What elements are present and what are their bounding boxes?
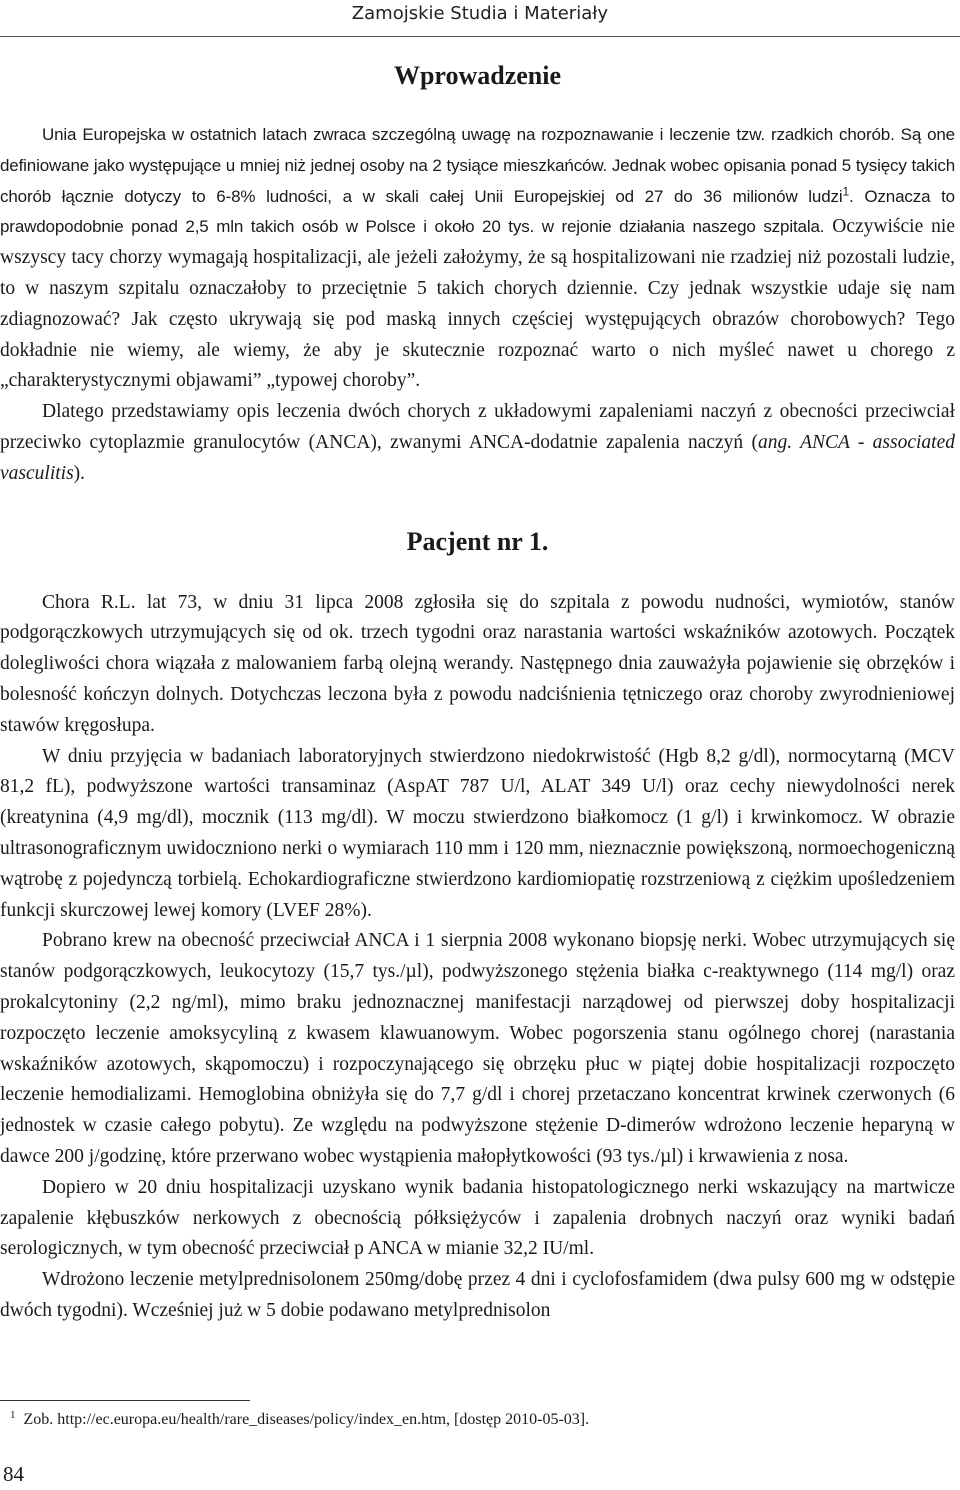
patient-paragraph-3: Pobrano krew na obecność przeciwciał ANCA i 1 sierpnia 2008 wykonano biopsję nerki. Wobec utrzymujących się stanów podgorączkowych, leukocytozy (15,7 tys./µl), podwyższonego stężenia białka c-reaktywnego (114 mg/l) oraz prokalcytoniny (2,2 ng/ml), mimo braku jednoznacznej manifestacji narządowej od pierwszej doby hospitalizacji rozpoczęto leczenie amoksycyliną z kwasem klawuanowym. Wobec pogorszenia stanu ogólnego chorej (narastania wskaźników azotowych, skąpomoczu) i rozpoczynającego się obrzęku płuc w piątej dobie hospitalizacji rozpoczęto leczenie hemodializami. Hemoglobina obniżyła się do 7,7 g/dl i chorej przetaczano koncentrat krwinek czerwonych (6 jednostek w czasie całego pobytu). Ze względu na podwyższone stężenie D-dimerów wdrożono leczenie heparyną w dawce 200 j/godzinę, które przerwano wobec wystąpienia małopłytkowości (93 tys./µl) i krwawienia z nosa. <box>0 930 955 1167</box>
patient-paragraph-2: W dniu przyjęcia w badaniach laboratoryjnych stwierdzono niedokrwistość (Hgb 8,2 g/dl), normocytarną (MCV 81,2 fL), podwyższone wartości transaminaz (AspAT 787 U/l, ALAT 349 U/l) oraz cechy niewydolności nerek (kreatynina (4,9 mg/dl), mocznik (113 mg/dl). W moczu stwierdzono białkomocz (1 g/l) i krwinkomocz. W obrazie ultrasonograficznym uwidoczniono nerki o wymiarach 110 mm i 120 mm, nieznacznie powiększoną, normoechogeniczną wątrobę z pojedynczą torbielą. Echokardiograficzne stwierdzono kardiomiopatię rozstrzeniową z ciężkim upośledzeniem funkcji skurczowej lewej komory (LVEF 28%). <box>0 745 955 921</box>
section-heading-patient-1: Pacjent nr 1. <box>406 526 549 556</box>
intro-p1-text-c: Oczywiście nie wszyscy tacy chorzy wymagają hospitalizacji, ale jeżeli założymy, że są hospitalizowani nie rzadziej niż pozostali ludzie, to w naszym szpitalu oznaczałoby to przeciętnie 5 takich chorych dziennie. Czy jednak wszystkie udaje się nam zdiagnozować? Jak często ukrywają się pod maską innych częściej występujących obrazów chorobowych? Tego dokładnie nie wiemy, ale wiemy, że aby je skutecznie rozpoznać warto o nich myśleć nawet u chorego z „charakterystycznymi objawami” „typowej choroby”. <box>0 216 955 392</box>
footnote-1 <box>0 1409 955 1431</box>
footnote-ref: 1 <box>842 183 850 198</box>
page-number: 84 <box>3 1462 24 1486</box>
footnote-text: Zob. http://ec.europa.eu/health/rare_diseases/policy/index_en.htm, [dostęp 2010-05-03]. <box>23 1411 590 1428</box>
footnote-area <box>0 1400 955 1431</box>
intro-p2-text-a: Dlatego przedstawiamy opis leczenia dwóch chorych z układowymi zapaleniami naczyń z obecności przeciwciał przeciwko cytoplazmie granulocytów (ANCA), zwanymi ANCA-dodatnie zapalenia naczyń ( <box>0 401 955 453</box>
intro-p2-text-b: ). <box>73 462 86 484</box>
intro-p1-text-b: . Oznacza to prawdopodobnie ponad 2,5 mln takich osób w Polsce i około 20 tys. w rejonie działania naszego szpitala. <box>0 186 955 237</box>
journal-title: Zamojskie Studia i Materiały <box>351 3 608 24</box>
footnote-rule <box>0 1400 250 1401</box>
page-content <box>0 56 955 1327</box>
intro-paragraph-1 <box>0 120 955 397</box>
intro-p1-text-a: Unia Europejska w ostatnich latach zwraca szczególną uwagę na rozpoznawanie i leczenie tzw. rzadkich chorób. Są one definiowane jako występujące u mniej niż jednej osoby na 2 tysiące mieszkańców. Jednak wobec opisania ponad 5 tysięcy takich chorób łącznie dotyczy to 6-8% ludności, a w skali całej Unii Europejskiej od 27 do 36 milionów ludzi <box>0 125 955 206</box>
patient-paragraph-4: Dopiero w 20 dniu hospitalizacji uzyskano wynik badania histopatologicznego nerki wskazujący na martwicze zapalenie kłębuszków nerkowych z obecnością półksiężyców i zapalenia drobnych naczyń oraz wyniki badań serologicznych, w tym obecność przeciwciał p ANCA w mianie 32,2 IU/ml. <box>0 1176 955 1260</box>
section-heading-introduction: Wprowadzenie <box>393 61 562 90</box>
header-rule <box>0 36 960 37</box>
intro-paragraph-2 <box>0 397 955 489</box>
intro-p2-italic: ang. ANCA - associated vasculitis <box>0 431 956 484</box>
patient-paragraph-1: Chora R.L. lat 73, w dniu 31 lipca 2008 zgłosiła się do szpitala z powodu nudności, wymiotów, stanów podgorączkowych utrzymujących się od ok. trzech tygodni oraz narastania wartości wskaźników azotowych. Początek dolegliwości chora wiązała z malowaniem farbą olejną werandy. Następnego dnia zauważyła pojawienie się obrzęków i bolesność kończyn dolnych. Dotychczas leczona była z powodu nadciśnienia tętniczego oraz choroby zwyrodnieniowej stawów kręgosłupa. <box>0 591 955 736</box>
footnote-number: 1 <box>10 1408 16 1421</box>
patient-paragraph-5: Wdrożono leczenie metylprednisolonem 250mg/dobę przez 4 dni i cyclofosfamidem (dwa pulsy 600 mg w odstępie dwóch tygodni). Wcześniej już w 5 dobie podawano metylprednisolon <box>0 1269 955 1321</box>
